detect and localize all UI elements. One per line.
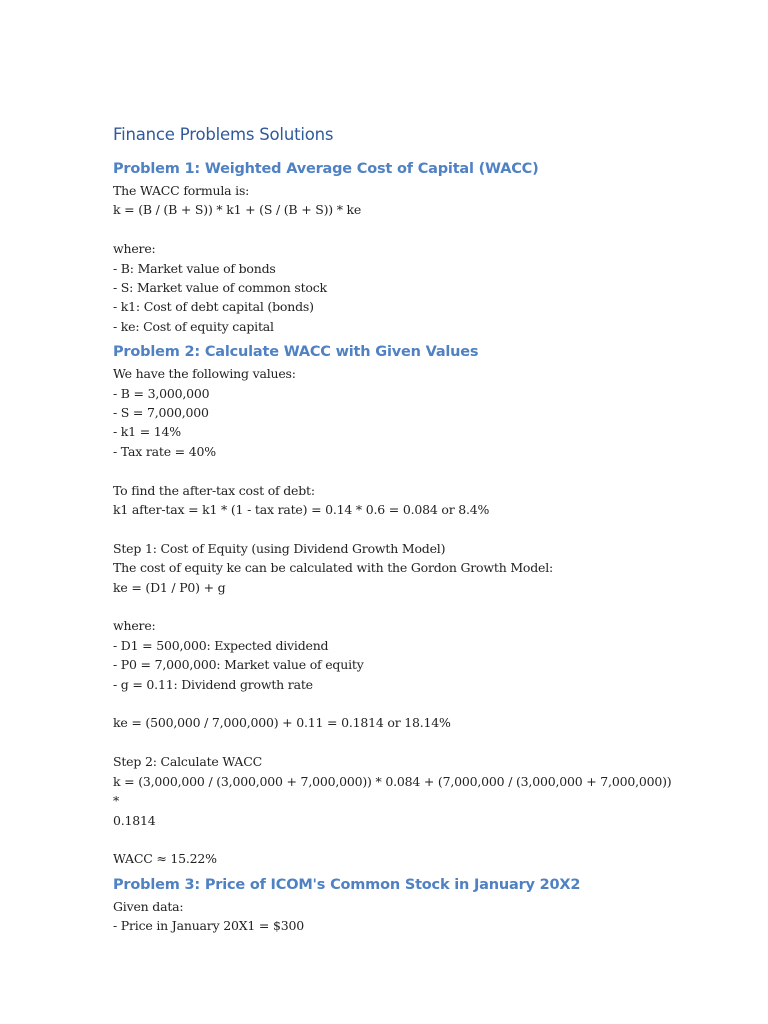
body-text-line: The cost of equity ke can be calculated with the Gordon Growth Model:: [113, 560, 554, 576]
body-text-line: k = (B / (B + S)) * k1 + (S / (B + S)) * ke: [113, 202, 362, 218]
body-text-line: - Price in January 20X1 = $300: [113, 918, 304, 934]
problem-section: [113, 875, 673, 936]
blank-line: [113, 733, 673, 752]
body-text-line: WACC ≈ 15.22%: [113, 851, 217, 867]
body-text-line: - P0 = 7,000,000: Market value of equity: [113, 657, 364, 673]
body-text-line: k1 after-tax = k1 * (1 - tax rate) = 0.14 * 0.6 = 0.084 or 8.4%: [113, 502, 490, 518]
document-sections: [113, 159, 676, 936]
body-text-line: Step 2: Calculate WACC: [113, 754, 262, 770]
body-text-line: - B: Market value of bonds: [113, 260, 276, 276]
body-text-line: - B = 3,000,000: [113, 385, 210, 401]
blank-line: [113, 597, 673, 616]
section-heading: Problem 2: Calculate WACC with Given Values: [113, 344, 479, 361]
problem-section: [113, 342, 676, 868]
body-text-line: - D1 = 500,000: Expected dividend: [113, 637, 329, 653]
blank-line: [113, 519, 673, 538]
body-text-line: 0.1814: [113, 812, 156, 828]
body-text-line: where:: [113, 241, 156, 257]
body-text-line: ke = (500,000 / 7,000,000) + 0.11 = 0.1814 or 18.14%: [113, 715, 451, 731]
body-text-line: - Tax rate = 40%: [113, 443, 216, 459]
blank-line: [113, 830, 673, 849]
body-text-line: To find the after-tax cost of debt:: [113, 482, 315, 498]
body-text-line: - S: Market value of common stock: [113, 280, 327, 296]
body-text-line: - g = 0.11: Dividend growth rate: [113, 676, 313, 692]
blank-line: [113, 694, 673, 713]
body-text-line: We have the following values:: [113, 366, 296, 382]
document-title: Finance Problems Solutions: [113, 125, 334, 144]
section-heading: Problem 3: Price of ICOM's Common Stock in January 20X2: [113, 876, 581, 893]
blank-line: [113, 220, 673, 239]
body-text-line: Step 1: Cost of Equity (using Dividend Growth Model): [113, 540, 446, 556]
body-text-line: - k1 = 14%: [113, 424, 181, 440]
document-content: [113, 124, 676, 942]
blank-line: [113, 461, 673, 480]
body-text-line: - k1: Cost of debt capital (bonds): [113, 299, 314, 315]
body-text-line: where:: [113, 618, 156, 634]
body-text-line: - ke: Cost of equity capital: [113, 318, 274, 334]
body-text-line: ke = (D1 / P0) + g: [113, 579, 226, 595]
problem-section: [113, 159, 673, 336]
body-text-line: The WACC formula is:: [113, 183, 250, 198]
body-text-line: - S = 7,000,000: [113, 405, 209, 421]
body-text-line: k = (3,000,000 / (3,000,000 + 7,000,000)) * 0.084 + (7,000,000 / (3,000,000 + 7,000,000)) *: [113, 773, 676, 809]
section-heading: Problem 1: Weighted Average Cost of Capital (WACC): [113, 161, 539, 177]
body-text-line: Given data:: [113, 898, 184, 914]
